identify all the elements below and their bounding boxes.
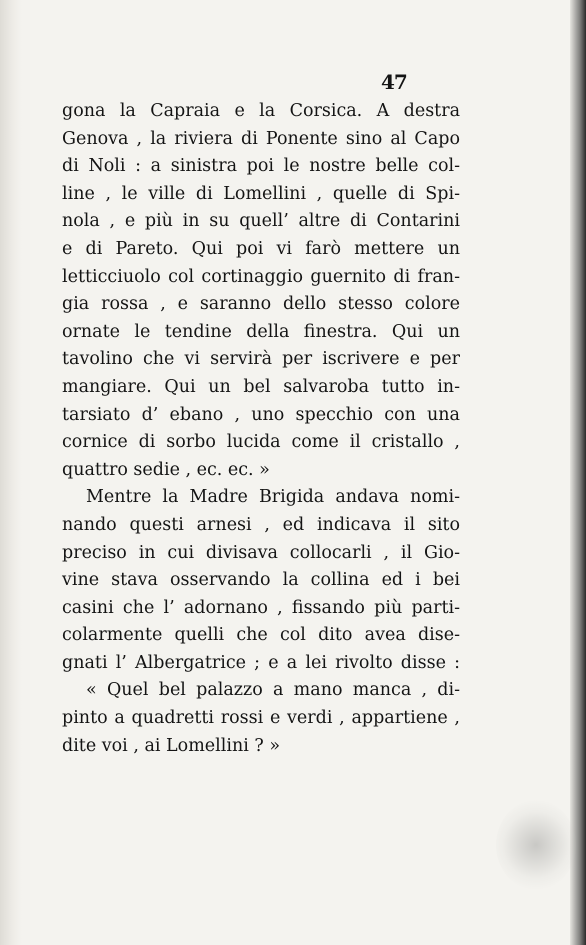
text-line: gia rossa , e saranno dello stesso colore [62,294,460,315]
page-edge-shadow [570,0,586,945]
text-line: gnati l’ Albergatrice ; e a lei rivolto disse : [62,652,460,673]
page-stain [496,800,576,890]
text-line: dite voi , ai Lomellini ? » [62,735,281,756]
body-text [62,98,460,760]
text-line: vine stava osservando la collina ed i bei [62,570,460,591]
text-line: e di Pareto. Qui poi vi farò mettere un [62,238,460,259]
page-gutter-shadow [0,0,22,945]
text-line: nola , e più in su quell’ altre di Contarini [62,211,460,232]
text-line: nando questi arnesi , ed indicava il sito [62,514,460,535]
text-line: colarmente quelli che col dito avea dise- [62,625,460,646]
text-line: mangiare. Qui un bel salvaroba tutto in- [62,376,460,397]
text-line: cornice di sorbo lucida come il cristallo , [62,432,460,453]
text-line: line , le ville di Lomellini , quelle di Spi- [62,183,460,204]
paragraph-first-line: Mentre la Madre Brigida andava nomi- [86,487,460,508]
text-line: pinto a quadretti rossi e verdi , appartiene , [62,708,460,729]
text-line: gona la Capraia e la Corsica. A destra [62,101,460,121]
text-line: tavolino che vi servirà per iscrivere e per [62,349,460,370]
text-line: letticciuolo col cortinaggio guernito di fran- [62,266,460,287]
page-number: 47 [381,70,407,94]
text-line: Genova , la riviera di Ponente sino al Capo [62,128,460,149]
text-line: ornate le tendine della finestra. Qui un [62,321,460,342]
text-line: casini che l’ adornano , fissando più parti- [62,597,460,618]
text-line: « Quel bel palazzo a mano manca , di- [86,680,460,701]
text-line: di Noli : a sinistra poi le nostre belle col- [62,156,460,177]
text-line: quattro sedie , ec. ec. » [62,459,270,480]
text-line: preciso in cui divisava collocarli , il Gio- [62,542,460,563]
text-line: tarsiato d’ ebano , uno specchio con una [62,404,460,425]
